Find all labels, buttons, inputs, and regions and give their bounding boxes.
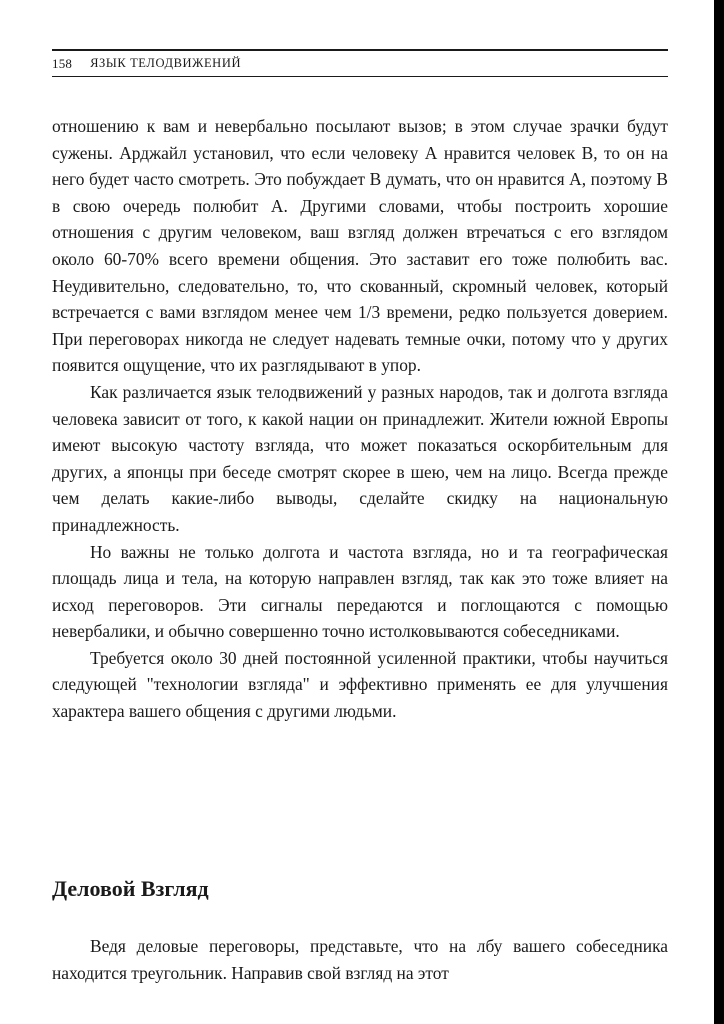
paragraph: Но важны не только долгота и частота взгляда, но и та географическая площадь лица и тела, на которую направлен взгляд, так как это тоже влияет на исход переговоров. Эти сигналы передаются и поглощаются с помощью невербалики, и обычно совершенно точно истолковываются собеседниками.: [52, 541, 668, 642]
section-heading: Деловой Взгляд: [52, 876, 209, 901]
paragraph: Ведя деловые переговоры, представьте, что на лбу вашего собеседника находится треугольник. Направив свой взгляд на этот: [52, 936, 668, 983]
running-header: [52, 49, 668, 77]
paragraph: Требуется около 30 дней постоянной усиленной практики, чтобы научиться следующей "технологии взгляда" и эффективно применять ее для улучшения характера вашего общения с другими людьми.: [52, 647, 668, 722]
page-number: 158: [52, 55, 73, 71]
page-edge-shadow: [714, 0, 724, 1024]
section-body: [52, 933, 668, 986]
running-title: ЯЗЫК ТЕЛОДВИЖЕНИЙ: [90, 56, 242, 70]
paragraph-continued: отношению к вам и невербально посылают вызов; в этом случае зрачки будут сужены. Арджайл установил, что если человеку А нравится человек В, то он на него будет часто смотреть. Это побуждает В думать, что он нравится А, поэтому В в свою очередь полюбит А. Другими словами, чтобы построить хорошие отношения с другим человеком, ваш взгляд должен втречаться с его взглядом около 60-70% всего времени общения. Это заставит его тоже полюбить вас. Неудивительно, следовательно, то, что скованный, скромный человек, который встречается с вами взглядом менее чем 1/3 времени, редко пользуется доверием. При переговорах никогда не следует надевать темные очки, потому что у других появится ощущение, что их разглядывают в упор.: [52, 116, 668, 376]
body-text: [52, 113, 668, 725]
paragraph: Как различается язык телодвижений у разных народов, так и долгота взгляда человека зависит от того, к какой нации он принадлежит. Жители южной Европы имеют высокую частоту взгляда, что может показаться оскорбительным для других, а японцы при беседе смотрят скорее в шею, чем на лицо. Всегда прежде чем делать какие-либо выводы, сделайте скидку на национальную принадлежность.: [52, 381, 668, 535]
